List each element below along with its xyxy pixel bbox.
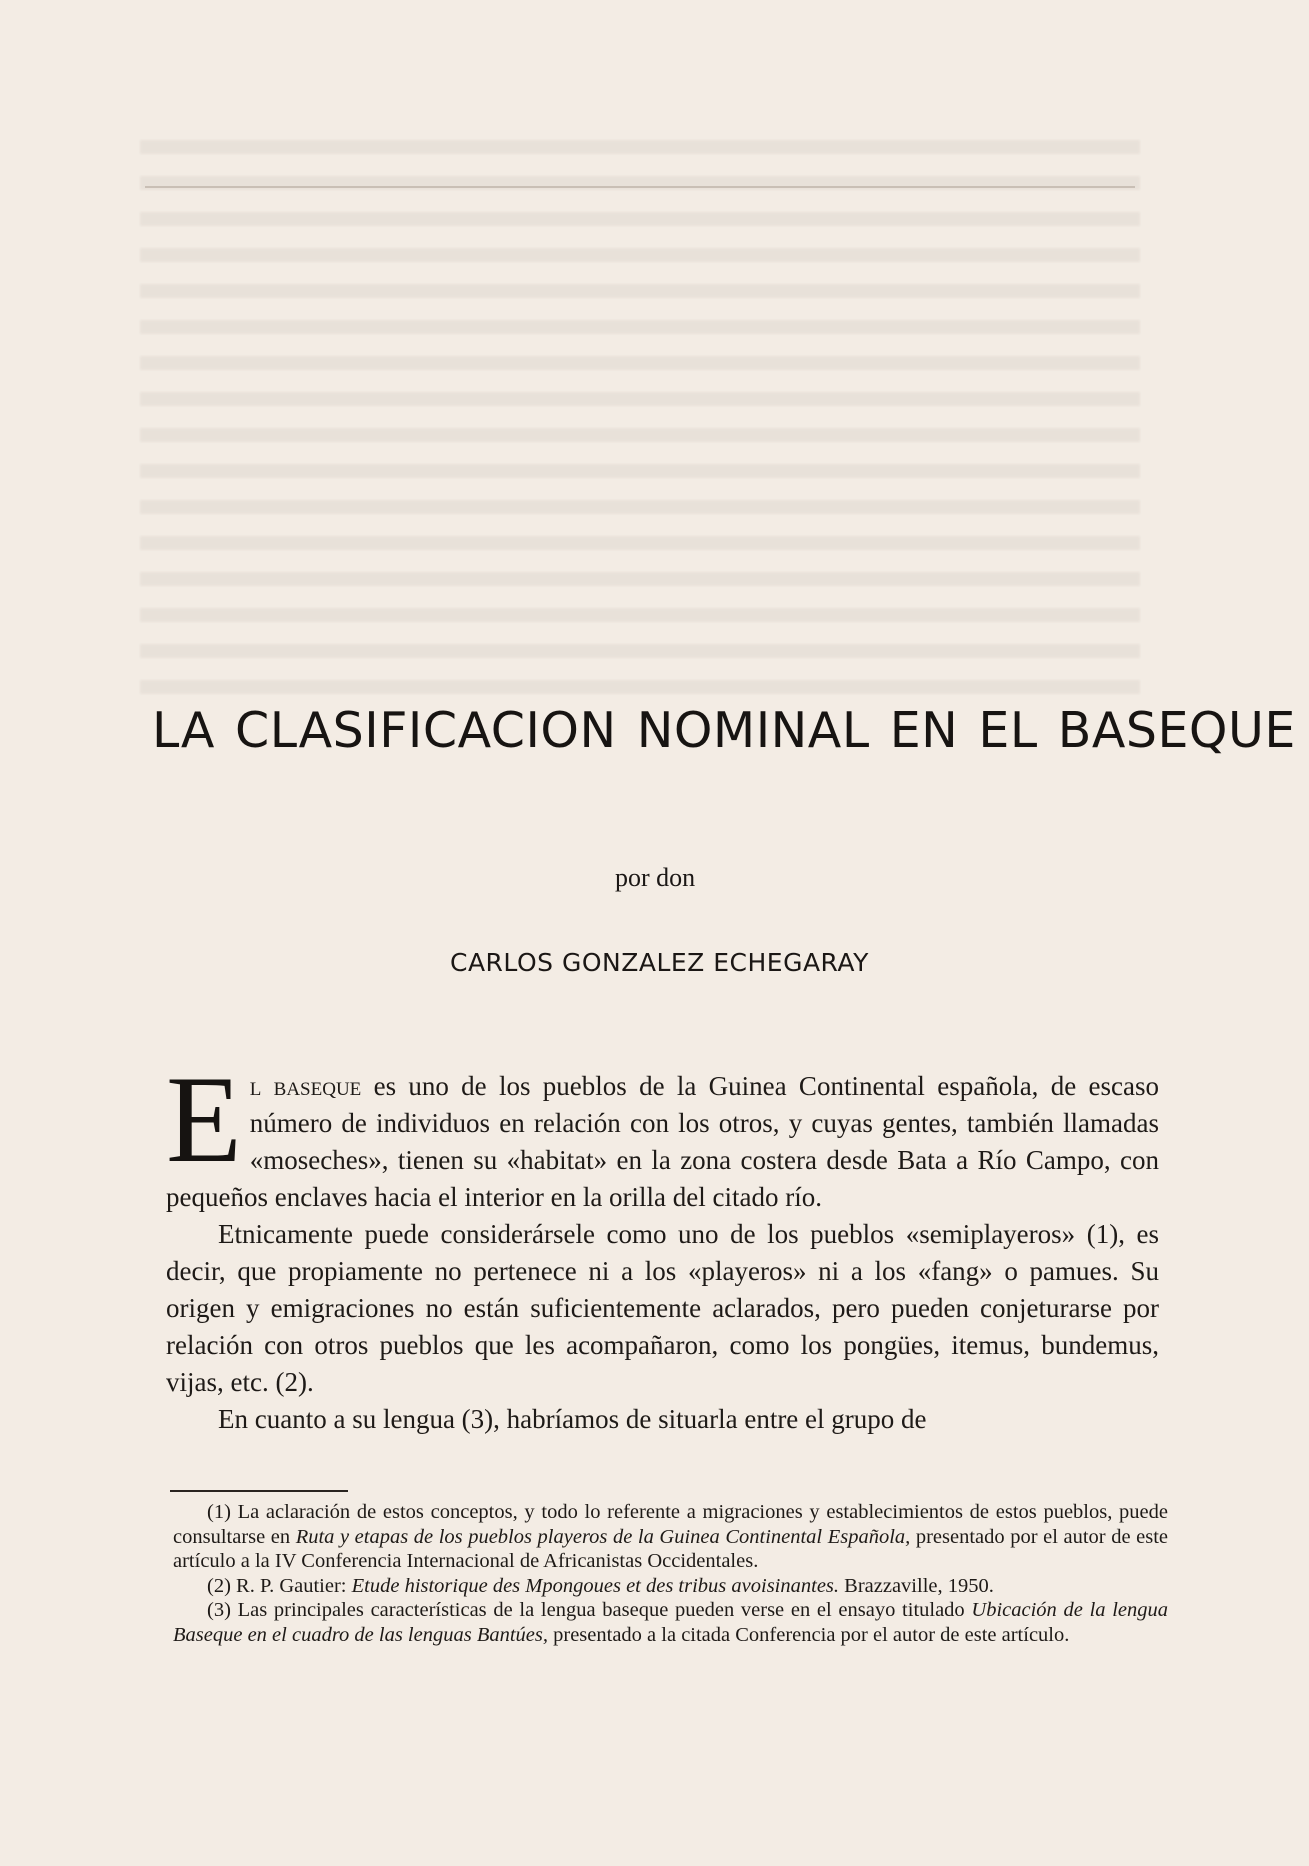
article-body bbox=[166, 1051, 1159, 1438]
paragraph-1 bbox=[166, 1051, 1159, 1216]
footnote-1-title: Ruta y etapas de los pueblos playeros de la Guinea Continental Española, bbox=[295, 1525, 911, 1548]
footnotes bbox=[173, 1500, 1168, 1647]
footnote-3-text: (3) Las principales características de la lengua baseque pueden verse en el ensayo titulado bbox=[207, 1599, 972, 1621]
paragraph-2: Etnicamente puede considerársele como uno de los pueblos «semiplayeros» (1), es decir, que propiamente no pertenece ni a los «playeros» ni a los «fang» o pamues. Su origen y emigraciones no están suficientemente aclarados, pero pueden conjeturarse por relación con otros pueblos que les acompañaron, como los pongües, itemus, bundemus, vijas, etc. (2). bbox=[166, 1219, 1159, 1397]
drop-cap: E bbox=[166, 1051, 242, 1188]
paragraph-3: En cuanto a su lengua (3), habríamos de situarla entre el grupo de bbox=[218, 1404, 927, 1434]
footnote-2 bbox=[173, 1574, 1168, 1599]
paragraph-1-text: es uno de los pueblos de la Guinea Continental española, de escaso número de individuos en relación con los otros, y cuyas gentes, también llamadas «moseches», tienen su «habitat» en la zona costera desde Bata a Río Campo, con pequeños enclaves hacia el interior en la orilla del citado río. bbox=[166, 1071, 1159, 1212]
article-title: LA CLASIFICACION NOMINAL EN EL BASEQUE bbox=[152, 702, 1296, 759]
footnote-3-title: Ubicación de la lengua Baseque en el cuadro de las lenguas Bantúes, bbox=[173, 1599, 1169, 1646]
reverse-page-bleedthrough bbox=[140, 140, 1140, 700]
byline: por don bbox=[615, 863, 696, 892]
footnote-2-text: (2) R. P. Gautier: bbox=[207, 1574, 352, 1597]
footnote-3-text-end: presentado a la citada Conferencia por el autor de este artículo. bbox=[548, 1623, 1070, 1646]
footnote-1-text-end: presentado por el autor de este artículo a la IV Conferencia Internacional de Africanistas Occidentales. bbox=[173, 1525, 1168, 1572]
footnote-3 bbox=[173, 1598, 1168, 1647]
footnote-1 bbox=[173, 1500, 1168, 1574]
footnote-1-text: (1) La aclaración de estos conceptos, y todo lo referente a migraciones y establecimientos de estos pueblos, puede consultarse en bbox=[173, 1501, 1168, 1548]
bleedthrough-header-rule bbox=[145, 186, 1135, 188]
lead-word: l baseque bbox=[249, 1071, 362, 1101]
footnote-2-text-end: Brazzaville, 1950. bbox=[839, 1574, 994, 1597]
author-name: CARLOS GONZALEZ ECHEGARAY bbox=[450, 948, 869, 977]
footnote-2-title: Etude historique des Mpongoues et des tribus avoisinantes. bbox=[351, 1574, 840, 1597]
footnote-rule bbox=[170, 1490, 348, 1492]
